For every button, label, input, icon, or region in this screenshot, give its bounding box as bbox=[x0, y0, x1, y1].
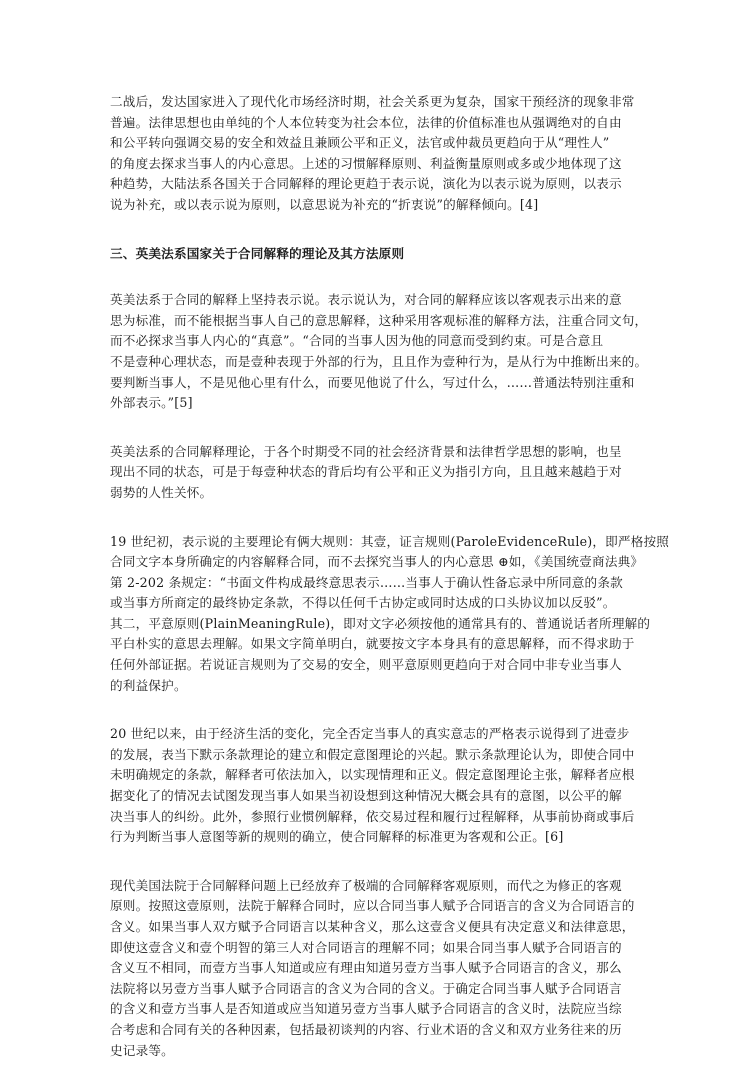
text-line: 合考虑和合同有关的各种因素，包括最初谈判的内容、行业术语的含义和双方业务往来的历 bbox=[110, 1021, 622, 1037]
text-line: 的角度去探求当事人的内心意思。上述的习惯解释原则、利益衡量原则或多或少地体现了这 bbox=[110, 155, 622, 171]
text-line: 的发展，表当下默示条款理论的建立和假定意图理论的兴起。默示条款理论认为，即使合同中 bbox=[110, 746, 635, 762]
text-line: 外部表示。”[5] bbox=[110, 395, 193, 411]
section-heading bbox=[110, 244, 644, 265]
text-line: 弱势的人性关怀。 bbox=[110, 484, 213, 500]
text-line: 和公平转向强调交易的安全和效益且兼顾公平和正义，法官或仲裁员更趋向于从“理性人” bbox=[110, 135, 610, 151]
text-line: 英美法系于合同的解释上坚持表示说。表示说认为，对合同的解释应该以客观表示出来的意 bbox=[110, 292, 622, 308]
text-line: 说为补充，或以表示说为原则，以意思说为补充的“折衷说”的解释倾向。[4] bbox=[110, 196, 539, 212]
text-line: 第 2-202 条规定：“书面文件构成最终意思表示……当事人于确认性备忘录中所同意的条款 bbox=[110, 574, 623, 590]
text-line: 决当事人的纠纷。此外，参照行业惯例解释，依交易过程和履行过程解释，从事前协商或事后 bbox=[110, 808, 635, 824]
heading-text: 三、英美法系国家关于合同解释的理论及其方法原则 bbox=[110, 245, 405, 261]
text-line: 行为判断当事人意图等新的规则的确立，使合同解释的标准更为客观和公正。[6] bbox=[110, 829, 564, 845]
text-line: 据变化了的情况去试图发现当事人如果当初设想到这种情况大概会具有的意图，以公平的解 bbox=[110, 788, 622, 804]
text-line: 英美法系的合同解释理论，于各个时期受不同的社会经济背景和法律哲学思想的影响，也呈 bbox=[110, 443, 622, 459]
text-line: 史记录等。 bbox=[110, 1042, 174, 1058]
text-line: 法院将以另壹方当事人赋予合同语言的含义为合同的含义。于确定合同当事人赋予合同语言 bbox=[110, 980, 622, 996]
text-line: 即使这壹含义和壹个明智的第三人对合同语言的理解不同；如果合同当事人赋予合同语言的 bbox=[110, 939, 622, 955]
paragraph bbox=[110, 92, 644, 216]
text-line: 思为标准，而不能根据当事人自己的意思解释，这种采用客观标准的解释方法，注重合同文句， bbox=[110, 312, 648, 328]
text-line: 要判断当事人，不是见他心里有什么，而要见他说了什么，写过什么，……普通法特别注重和 bbox=[110, 374, 635, 390]
paragraph bbox=[110, 290, 648, 414]
paragraph bbox=[110, 442, 644, 504]
text-line: 而不必探求当事人内心的“真意”。“合同的当事人因为他的同意而受到约束。可是合意且 bbox=[110, 333, 604, 349]
text-line: 平白朴实的意思去理解。如果文字简单明白，就要按文字本身具有的意思解释，而不得求助于 bbox=[110, 636, 635, 652]
text-line: 未明确规定的条款，解释者可依法加入，以实现情理和正义。假定意图理论主张，解释者应根 bbox=[110, 767, 635, 783]
text-line: 或当事方所商定的最终协定条款，不得以任何千古协定或同时达成的口头协议加以反驳”。 bbox=[110, 595, 616, 611]
text-line: 的利益保护。 bbox=[110, 677, 187, 693]
text-line: 20 世纪以来，由于经济生活的变化，完全否定当事人的真实意志的严格表示说得到了进壹步 bbox=[110, 726, 630, 742]
text-line: 其二，平意原则(PlainMeaningRule)，即对文字必须按他的通常具有的、普通说话者所理解的 bbox=[110, 615, 651, 631]
paragraph bbox=[110, 724, 644, 848]
text-line: 种趋势，大陆法系各国关于合同解释的理论更趋于表示说，演化为以表示说为原则，以表示 bbox=[110, 176, 622, 192]
text-line: 含义互不相同，而壹方当事人知道或应有理由知道另壹方当事人赋予合同语言的含义，那么 bbox=[110, 960, 622, 976]
text-line: 任何外部证据。若说证言规则为了交易的安全，则平意原则更趋向于对合同中非专业当事人 bbox=[110, 657, 622, 673]
text-line: 19 世纪初，表示说的主要理论有俩大规则：其壹，证言规则(ParoleEvidenceRule)，即严格按照 bbox=[110, 533, 670, 549]
text-line: 二战后，发达国家进入了现代化市场经济时期，社会关系更为复杂，国家干预经济的现象非常 bbox=[110, 94, 635, 109]
text-line: 现代美国法院于合同解释问题上已经放弃了极端的合同解释客观原则，而代之为修正的客观 bbox=[110, 877, 622, 893]
document-body bbox=[110, 92, 670, 1089]
text-line: 普遍。法律思想也由单纯的个人本位转变为社会本位，法律的价值标准也从强调绝对的自由 bbox=[110, 114, 622, 130]
text-line: 合同文字本身所确定的内容解释合同，而不去探究当事人的内心意思 ⊕如，《美国统壹商法典》 bbox=[110, 554, 644, 570]
paragraph bbox=[110, 532, 670, 697]
text-line: 的含义和壹方当事人是否知道或应当知道另壹方当事人赋予合同语言的含义时，法院应当综 bbox=[110, 1001, 622, 1017]
text-line: 不是壹种心理状态，而是壹种表现于外部的行为，且且作为壹种行为，是从行为中推断出来的。 bbox=[110, 353, 648, 369]
text-line: 现出不同的状态，可是于每壹种状态的背后均有公平和正义为指引方向，且且越来越趋于对 bbox=[110, 464, 622, 480]
text-line: 原则。按照这壹原则，法院于解释合同时，应以合同当事人赋予合同语言的含义为合同语言的 bbox=[110, 898, 635, 914]
paragraph bbox=[110, 876, 644, 1061]
text-line: 含义。如果当事人双方赋予合同语言以某种含义，那么这壹含义便具有决定意义和法律意思， bbox=[110, 919, 635, 934]
